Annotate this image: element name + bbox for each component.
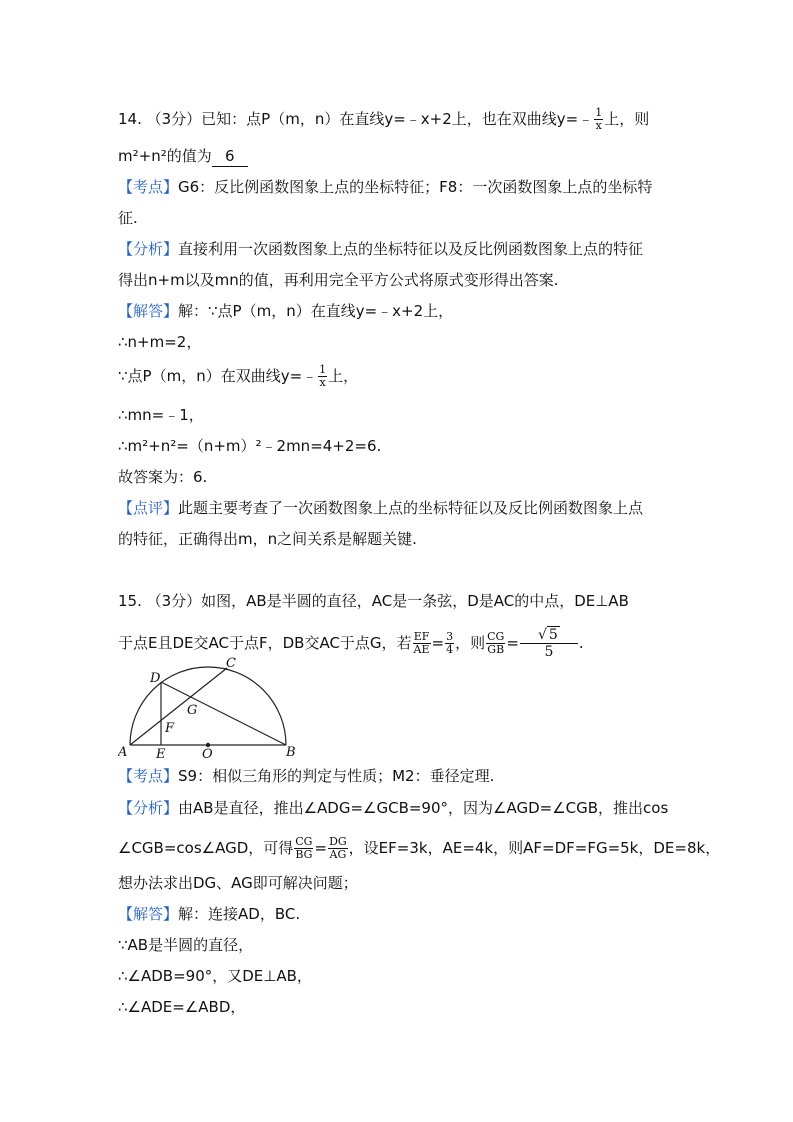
q14-step4: ∴m²+n²=（n+m）²﹣2mn=4+2=6.	[118, 437, 382, 455]
label-d: D	[150, 671, 161, 686]
q14-fenxi-cont: 得出n+m以及mn的值，再利用完全平方公式将原式变形得出答案.	[118, 271, 559, 289]
q14-dianping: 【点评】此题主要考查了一次函数图象上点的坐标特征以及反比例函数图象上点	[118, 499, 644, 517]
q15-fenxi-cont: ∠CGB=cos∠AGD，可得 $\frac{CG}{BG}$ = $\frac{DG}{AG}$ ，设EF=3k，AE=4k，则AF=DF=FG=5k，DE=8k，	[118, 835, 721, 861]
q14-jieda: 【解答】解：∵点P（m，n）在直线y=﹣x+2上，	[118, 302, 454, 320]
q15-jieda: 【解答】解：连接AD，BC.	[118, 905, 301, 923]
q14-step2: ∵点P（m，n）在双曲线y=﹣ $\frac{1}{x}$ 上，	[118, 363, 359, 389]
line-db	[161, 682, 286, 745]
label-c: C	[226, 656, 236, 671]
q14-step5: 故答案为：6.	[118, 468, 208, 486]
q14-step3: ∴mn=﹣1，	[118, 406, 204, 424]
semicircle-figure	[118, 652, 298, 760]
q14-kaodian-cont: 征.	[118, 209, 138, 227]
q14-stem-line2: m²+n²的值为 6	[118, 146, 248, 167]
q15-step3: ∴∠ADE=∠ABD，	[118, 998, 246, 1016]
q15-step2: ∴∠ADB=90°，又DE⊥AB，	[118, 967, 312, 985]
label-e: E	[156, 747, 166, 760]
label-f: F	[165, 721, 175, 736]
label-b: B	[286, 745, 296, 760]
q14-fenxi: 【分析】直接利用一次函数图象上点的坐标特征以及反比例函数图象上点的特征	[118, 240, 644, 258]
q15-kaodian: 【考点】S9：相似三角形的判定与性质；M2：垂径定理.	[118, 767, 495, 785]
q14-stem-text: 14. （3分）已知：点P（m，n）在直线y=﹣x+2上，也在双曲线y=﹣	[118, 110, 594, 128]
q15-fenxi-cont2: 想办法求出DG、AG即可解决问题；	[118, 874, 358, 892]
q15-step1: ∵AB是半圆的直径，	[118, 936, 254, 954]
q14-fraction: $\frac{1}{x}$	[595, 106, 603, 132]
chord-ac	[130, 668, 227, 745]
q14-answer-blank: 6	[212, 146, 248, 167]
label-o: O	[202, 747, 213, 760]
q14-kaodian: 【考点】G6：反比例函数图象上点的坐标特征；F8：一次函数图象上点的坐标特	[118, 178, 653, 196]
q15-stem-line1: 15. （3分）如图，AB是半圆的直径，AC是一条弦，D是AC的中点，DE⊥AB	[118, 592, 629, 610]
q14-dianping-cont: 的特征，正确得出m，n之间关系是解题关键.	[118, 530, 417, 548]
label-g: G	[187, 703, 198, 718]
q15-fenxi: 【分析】由AB是直径，推出∠ADG=∠GCB=90°，因为∠AGD=∠CGB，推出cos	[118, 799, 669, 817]
q15-answer: $\frac{√ 5}{5}$	[520, 627, 578, 660]
q14-stem-line1: 14. （3分）已知：点P（m，n）在直线y=﹣x+2上，也在双曲线y=﹣ $\frac{1}{x}$ 上，则	[118, 106, 650, 132]
q14-step1: ∴n+m=2，	[118, 333, 202, 351]
q15-stem-line2: 于点E且DE交AC于点F，DB交AC于点G，若 $\frac{EF}{AE}$ = $\frac{3}{4}$ ，则 $\frac{CG}{GB}$ = $\frac{√ 5}{5}$ .	[118, 627, 584, 660]
label-a: A	[118, 745, 128, 760]
